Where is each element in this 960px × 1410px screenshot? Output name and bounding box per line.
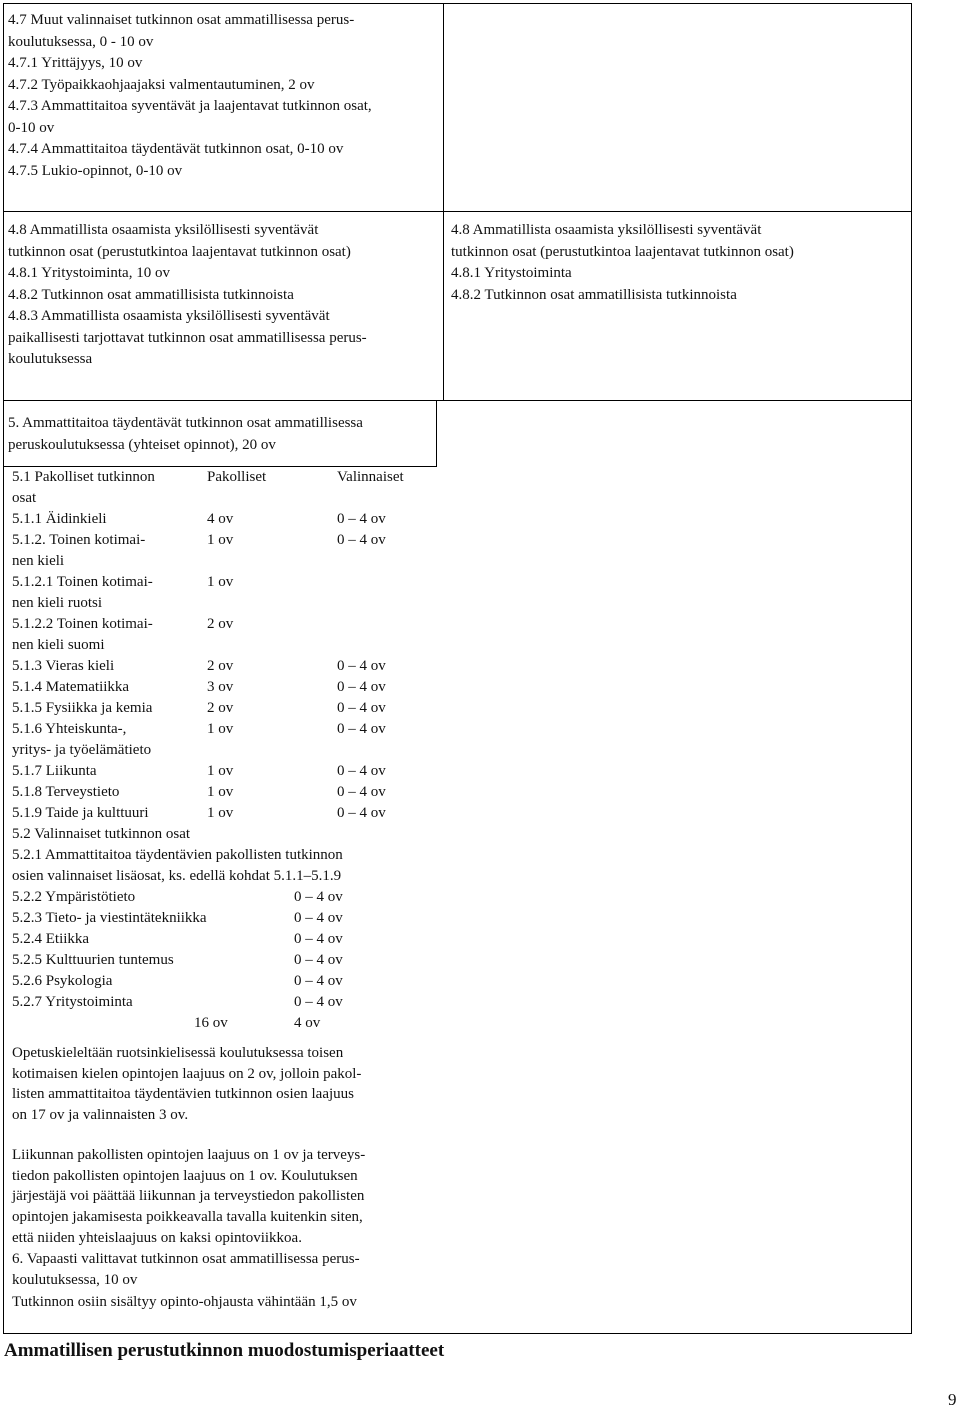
cell-unit: 5.2.5 Kulttuurien tuntemus — [12, 952, 174, 968]
cell-optional: 0 – 4 ov — [337, 763, 386, 779]
text-line: 4.7.5 Lukio-opinnot, 0-10 ov — [8, 162, 183, 179]
cell-unit: 5.1.2.1 Toinen kotimai- — [12, 574, 153, 590]
section-4-8-left-text — [8, 220, 367, 371]
cell-mandatory: 2 ov — [207, 658, 234, 674]
section-4-8-right-text — [451, 220, 794, 306]
text-line: 5. Ammattitaitoa täydentävät tutkinnon osat ammatillisessa — [8, 415, 363, 431]
cell-unit: 5.1.4 Matematiikka — [12, 679, 130, 695]
table-totals-row — [12, 1013, 442, 1034]
text-line: tutkinnon osat (perustutkintoa laajentavat tutkinnon osat) — [451, 243, 794, 260]
text-line: paikallisesti tarjottavat tutkinnon osat ammatillisessa perus- — [8, 329, 367, 346]
text-line: koulutuksessa — [8, 351, 93, 367]
cell-mandatory: 1 ov — [207, 532, 234, 548]
table-row-section-5-2-1 — [12, 845, 442, 866]
text-line: listen ammattitaitoa täydentävien tutkinnon osien laajuus — [12, 1086, 355, 1103]
table-row — [12, 509, 442, 530]
cell-optional: 0 – 4 ov — [294, 952, 343, 968]
study-units-table — [12, 467, 442, 1034]
text-line: 6. Vapaasti valittavat tutkinnon osat ammatillisessa perus- — [12, 1251, 360, 1267]
cell-unit: 5.2.7 Yritystoiminta — [12, 994, 133, 1010]
text-line: Opetuskieleltään ruotsinkielisessä koulutuksessa toisen — [12, 1045, 344, 1061]
text-line: tutkinnon osat (perustutkintoa laajentavat tutkinnon osat) — [8, 243, 351, 260]
table-row — [12, 530, 442, 551]
cell-optional: 0 – 4 ov — [337, 805, 386, 821]
section-5-heading — [8, 413, 363, 456]
table-row — [12, 698, 442, 719]
cell-mandatory: 1 ov — [207, 805, 234, 821]
cell-unit: nen kieli suomi — [12, 637, 105, 653]
cell-unit: 5.2.4 Etiikka — [12, 931, 90, 947]
text-line: 4.7.2 Työpaikkaohjaajaksi valmentautuminen, 2 ov — [8, 76, 315, 93]
cell-optional: 0 – 4 ov — [294, 889, 343, 905]
total-mandatory: 16 ov — [194, 1015, 228, 1031]
table-row — [12, 761, 442, 782]
text-line: 4.7.4 Ammattitaitoa täydentävät tutkinnon osat, 0-10 ov — [8, 141, 344, 157]
cell-section: osien valinnaiset lisäosat, ks. edellä kohdat 5.1.1–5.1.9 — [12, 868, 342, 884]
page-number: 9 — [948, 1390, 957, 1409]
cell-optional: 0 – 4 ov — [294, 973, 343, 989]
cell-optional: 0 – 4 ov — [337, 721, 386, 737]
note-physical-education — [12, 1145, 365, 1249]
cell-unit: 5.1.2. Toinen kotimai- — [12, 532, 146, 548]
cell-unit: 5.1.3 Vieras kieli — [12, 658, 115, 674]
table-row — [12, 971, 442, 992]
cell-optional: 0 – 4 ov — [294, 931, 343, 947]
section-6-text — [12, 1249, 360, 1290]
table-row — [12, 593, 442, 614]
text-line: Liikunnan pakollisten opintojen laajuus on 1 ov ja terveys- — [12, 1147, 366, 1163]
cell-optional: 0 – 4 ov — [337, 679, 386, 695]
text-line: 0-10 ov — [8, 119, 55, 136]
cell-mandatory: 1 ov — [207, 574, 234, 590]
text-line: 4.7.3 Ammattitaitoa syventävät ja laajentavat tutkinnon osat, — [8, 98, 372, 114]
cell-optional: 0 – 4 ov — [337, 532, 386, 548]
table-row — [12, 635, 442, 656]
cell-mandatory: 2 ov — [207, 616, 234, 632]
cell-mandatory: 4 ov — [207, 511, 234, 527]
table-row — [12, 908, 442, 929]
text-line: opintojen jakamisesta poikkeavalla tavalla kuitenkin siten, — [12, 1209, 363, 1226]
table-header-row-cont — [12, 488, 442, 509]
table-row — [12, 950, 442, 971]
cell-mandatory: 1 ov — [207, 763, 234, 779]
table-row — [12, 656, 442, 677]
table-row — [12, 782, 442, 803]
table-row-section-5-2-1-cont — [12, 866, 442, 887]
table-row — [12, 551, 442, 572]
text-line: 4.8 Ammatillista osaamista yksilöllisesti syventävät — [8, 222, 319, 238]
cell-unit: 5.1.7 Liikunta — [12, 763, 97, 779]
cell-mandatory: 1 ov — [207, 721, 234, 737]
cell-unit: 5.2.2 Ympäristötieto — [12, 889, 136, 905]
table-row — [12, 572, 442, 593]
text-line: 4.8.1 Yritystoiminta — [451, 265, 572, 281]
box-empty-right-top — [443, 3, 912, 212]
text-line: 4.8.2 Tutkinnon osat ammatillisista tutkinnoista — [451, 286, 737, 303]
cell-mandatory: 1 ov — [207, 784, 234, 800]
note-swedish-language — [12, 1043, 361, 1126]
table-row-section-5-2 — [12, 824, 442, 845]
text-line: 4.8.1 Yritystoiminta, 10 ov — [8, 265, 170, 281]
section-4-7-text — [8, 10, 372, 182]
text-line: 4.8.2 Tutkinnon osat ammatillisista tutkinnoista — [8, 286, 294, 303]
cell-optional: 0 – 4 ov — [337, 700, 386, 716]
cell-section: 5.2.1 Ammattitaitoa täydentävien pakollisten tutkinnon — [12, 847, 343, 863]
cell-unit: nen kieli ruotsi — [12, 595, 102, 611]
table-row — [12, 929, 442, 950]
text-line: 4.7.1 Yrittäjyys, 10 ov — [8, 55, 143, 71]
text-line: 4.7 Muut valinnaiset tutkinnon osat ammatillisessa perus- — [8, 12, 355, 28]
header-cell-mandatory: Pakolliset — [207, 469, 267, 485]
cell-unit: 5.1.9 Taide ja kulttuuri — [12, 805, 149, 821]
text-line: koulutuksessa, 10 ov — [12, 1271, 138, 1288]
cell-optional: 0 – 4 ov — [294, 994, 343, 1010]
cell-optional: 0 – 4 ov — [337, 784, 386, 800]
text-line: 4.8 Ammatillista osaamista yksilöllisesti syventävät — [451, 222, 762, 238]
header-cell-optional: Valinnaiset — [337, 469, 404, 485]
table-row — [12, 803, 442, 824]
cell-section: 5.2 Valinnaiset tutkinnon osat — [12, 826, 191, 842]
cell-unit: 5.1.1 Äidinkieli — [12, 511, 107, 527]
table-row — [12, 992, 442, 1013]
text-line: että niiden yhteislaajuus on kaksi opintoviikkoa. — [12, 1229, 302, 1246]
text-line: kotimaisen kielen opintojen laajuus on 2 ov, jolloin pakol- — [12, 1065, 362, 1082]
header-cell-unit-cont: osat — [12, 490, 37, 506]
text-line: peruskoulutuksessa (yhteiset opinnot), 20 ov — [8, 436, 276, 453]
cell-unit: nen kieli — [12, 553, 65, 569]
total-optional: 4 ov — [294, 1015, 321, 1031]
text-line: on 17 ov ja valinnaisten 3 ov. — [12, 1107, 189, 1124]
cell-unit: 5.1.5 Fysiikka ja kemia — [12, 700, 153, 716]
table-row — [12, 614, 442, 635]
cell-unit: yritys- ja työelämätieto — [12, 742, 152, 758]
cell-unit: 5.2.3 Tieto- ja viestintätekniikka — [12, 910, 207, 926]
cell-mandatory: 3 ov — [207, 679, 234, 695]
table-row — [12, 677, 442, 698]
text-line: järjestäjä voi päättää liikunnan ja terveystiedon pakollisten — [12, 1188, 365, 1205]
table-header-row — [12, 467, 442, 488]
cell-unit: 5.1.6 Yhteiskunta-, — [12, 721, 127, 737]
header-cell-unit: 5.1 Pakolliset tutkinnon — [12, 469, 155, 485]
cell-unit: 5.1.2.2 Toinen kotimai- — [12, 616, 153, 632]
page-heading: Ammatillisen perustutkinnon muodostumisperiaatteet — [4, 1340, 445, 1361]
cell-optional: 0 – 4 ov — [337, 511, 386, 527]
table-row — [12, 887, 442, 908]
table-row — [12, 740, 442, 761]
text-line: koulutuksessa, 0 - 10 ov — [8, 33, 154, 50]
table-row — [12, 719, 442, 740]
cell-optional: 0 – 4 ov — [337, 658, 386, 674]
guidance-text: Tutkinnon osiin sisältyy opinto-ohjausta vähintään 1,5 ov — [12, 1294, 357, 1310]
cell-optional: 0 – 4 ov — [294, 910, 343, 926]
text-line: 4.8.3 Ammatillista osaamista yksilöllisesti syventävät — [8, 308, 330, 324]
cell-mandatory: 2 ov — [207, 700, 234, 716]
cell-unit: 5.2.6 Psykologia — [12, 973, 113, 989]
text-line: tiedon pakollisten opintojen laajuus on 1 ov. Koulutuksen — [12, 1167, 358, 1184]
cell-unit: 5.1.8 Terveystieto — [12, 784, 120, 800]
